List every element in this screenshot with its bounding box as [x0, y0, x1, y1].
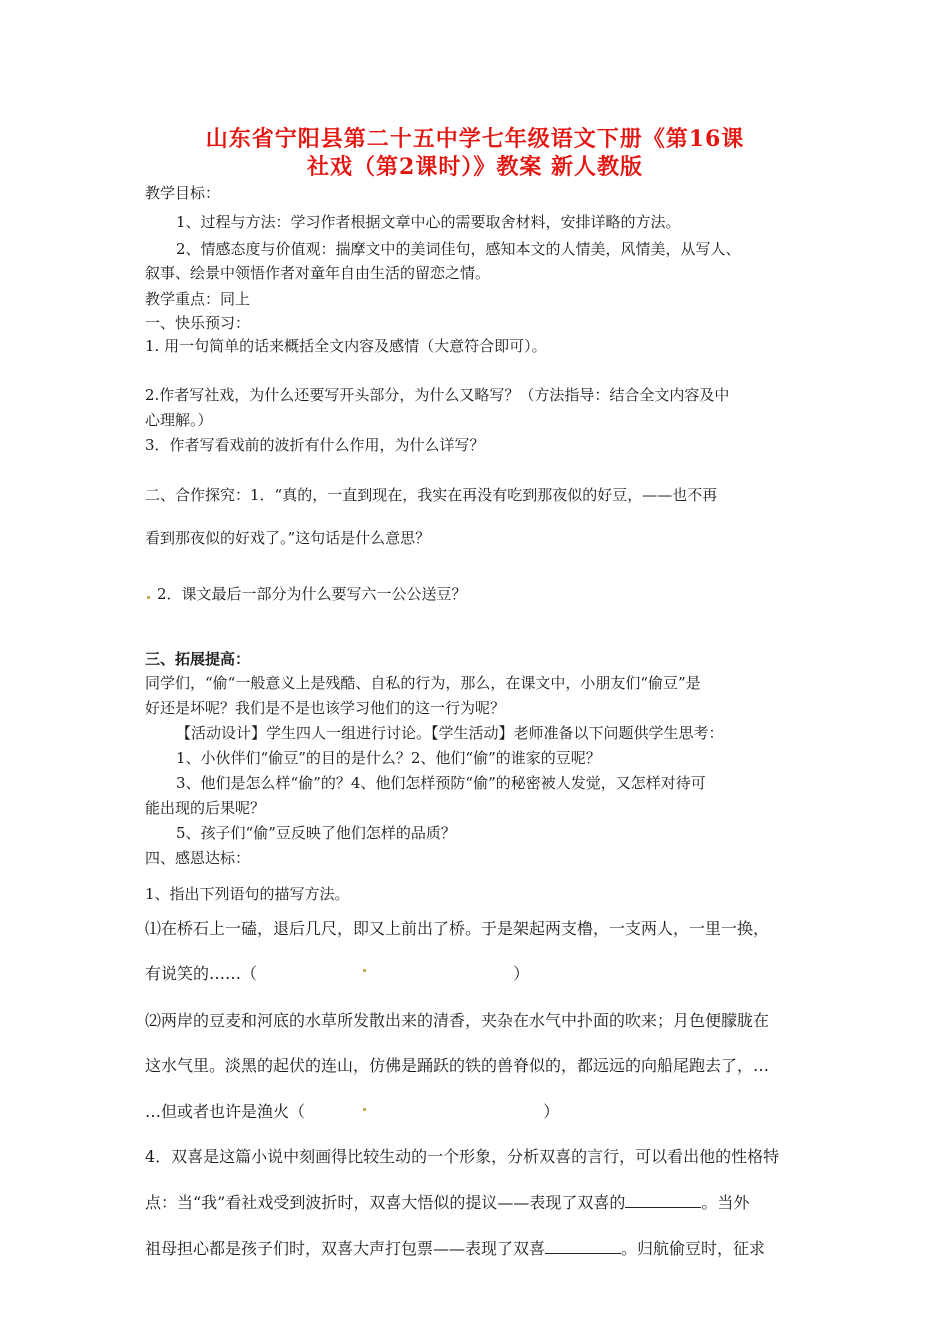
extend-heading: 三、拓展提高： — [145, 650, 251, 668]
discussion-question-5: 5、孩子们“偷”豆反映了他们怎样的品质？ — [176, 824, 456, 842]
preview-question-2-line-2: 心理解。） — [145, 411, 213, 429]
preview-question-2-line-1: 2.作者写社戏，为什么还要写开头部分，为什么又略写？（方法指导：结合全文内容及中 — [145, 386, 730, 404]
teaching-focus: 教学重点：同上 — [145, 290, 251, 308]
explore-question-1-line-1: 二、合作探究：1．“真的，一直到现在，我实在再没有吃到那夜似的好豆，——也不再 — [145, 486, 718, 504]
sentence-2-line-3 — [145, 1099, 559, 1122]
gratitude-heading: 四、感恩达标： — [145, 849, 251, 867]
sentence-2-line-2: 这水气里。淡黑的起伏的连山，仿佛是踊跃的铁的兽脊似的，都远远的向船尾跑去了，… — [145, 1056, 770, 1075]
extend-paragraph-line-2: 好还是坏呢？我们是不是也该学习他们的这一行为呢？ — [145, 699, 506, 717]
discussion-question-1-2: 1、小伙伴们“偷豆”的目的是什么？2、他们“偷”的谁家的豆呢？ — [176, 749, 601, 767]
document-title-line-2: 社戏（第2课时）》教案 新人教版 — [307, 154, 643, 180]
preview-question-1: 1. 用一句简单的话来概括全文内容及感情（大意符合即可）。 — [145, 337, 547, 355]
speck-mark — [363, 1108, 366, 1111]
question-4-line-3 — [145, 1236, 765, 1259]
objective-item-2-line-1: 2、情感态度与价值观：揣摩文中的美词佳句，感知本文的人情美，风情美，从写人、 — [176, 240, 741, 258]
speck-mark — [147, 596, 150, 599]
sentence-2-line-1: ⑵两岸的豆麦和河底的水草所发散出来的清香，夹杂在水气中扑面的吹来；月色便朦胧在 — [145, 1011, 770, 1030]
question-4-line-3-text: 祖母担心都是孩子们时，双喜大声打包票——表现了双喜 — [145, 1239, 546, 1258]
preview-question-3: 3．作者写看戏前的波折有什么作用，为什么详写？ — [145, 436, 485, 454]
question-4-line-1: 4．双喜是这篇小说中刻画得比较生动的一个形象，分析双喜的言行，可以看出他的性格特 — [145, 1147, 780, 1166]
question-4-line-2-end: 。当外 — [701, 1193, 750, 1212]
speck-mark — [363, 969, 366, 972]
objective-item-1: 1、过程与方法：学习作者根据文章中心的需要取舍材料，安排详略的方法。 — [176, 213, 681, 231]
extend-paragraph-line-1: 同学们，“偷“一般意义上是残酷、自私的行为，那么，在课文中，小朋友们“偷豆”是 — [145, 674, 701, 692]
sentence-1-close-paren: ） — [513, 964, 530, 983]
question-4-line-2 — [145, 1190, 749, 1213]
fill-in-blank-2[interactable] — [545, 1239, 621, 1254]
sentence-2-close-paren: ） — [543, 1102, 560, 1121]
explore-question-2: 2．课文最后一部分为什么要写六一公公送豆？ — [157, 585, 467, 603]
activity-design: 【活动设计】学生四人一组进行讨论。【学生活动】老师准备以下问题供学生思考： — [176, 724, 724, 742]
sentence-1-line-2 — [145, 961, 529, 984]
document-title-line-1: 山东省宁阳县第二十五中学七年级语文下册《第16课 — [205, 126, 745, 152]
objectives-heading: 教学目标： — [145, 184, 221, 202]
question-4-line-3-end: 。归航偷豆时，征求 — [621, 1239, 766, 1258]
question-4-line-2-text: 点：当“我”看社戏受到波折时，双喜大悟似的提议——表现了双喜的 — [145, 1193, 626, 1212]
sentence-2-text: …但或者也许是渔火（ — [145, 1102, 306, 1121]
sentence-1-line-1: ⑴在桥石上一磕，退后几尺，即又上前出了桥。于是架起两支橹，一支两人，一里一换， — [145, 919, 770, 938]
preview-heading: 一、快乐预习： — [145, 314, 251, 332]
discussion-question-3-4-line-1: 3、他们是怎么样“偷”的？4、他们怎样预防“偷”的秘密被人发觉，又怎样对待可 — [176, 774, 706, 792]
gratitude-question-1: 1、指出下列语句的描写方法。 — [145, 885, 350, 903]
discussion-question-3-4-line-2: 能出现的后果呢？ — [145, 799, 266, 817]
fill-in-blank-1[interactable] — [625, 1193, 701, 1208]
sentence-1-text: 有说笑的……（ — [145, 964, 258, 983]
objective-item-2-line-2: 叙事、绘景中领悟作者对童年自由生活的留恋之情。 — [145, 264, 491, 282]
explore-question-1-line-2: 看到那夜似的好戏了。”这句话是什么意思？ — [145, 529, 431, 547]
